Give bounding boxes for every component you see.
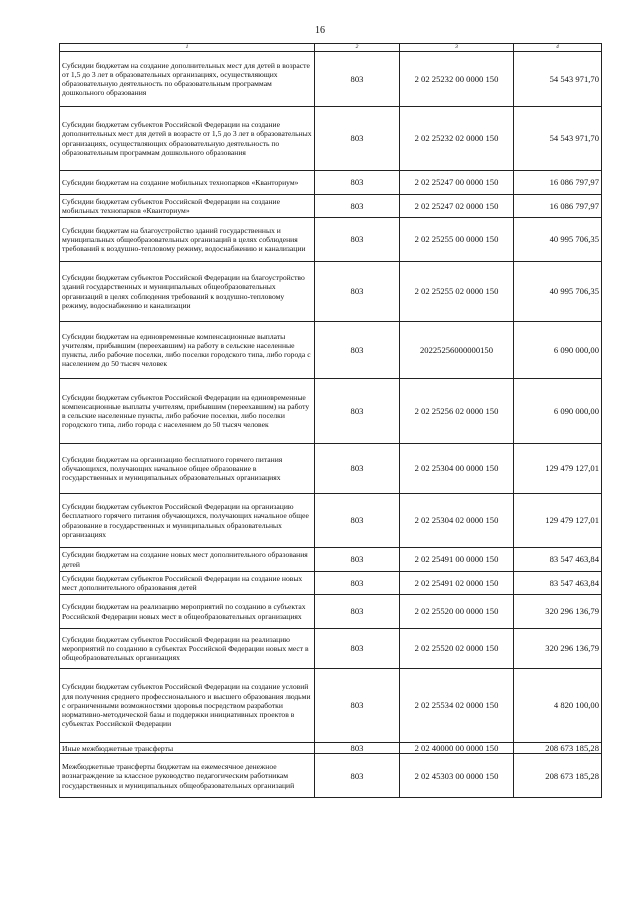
row-budget-code: 2 02 25534 02 0000 150 [400,669,514,743]
row-budget-code: 2 02 25491 00 0000 150 [400,548,514,572]
column-header-1: 1 [60,44,315,52]
row-description: Субсидии бюджетам субъектов Российской Федерации на создание мобильных технопарков «Кванториум» [60,195,315,218]
column-header-3: 3 [400,44,514,52]
row-description: Субсидии бюджетам субъектов Российской Федерации на реализацию мероприятий по созданию в субъектах Российской Федерации новых мест в общеобразовательных организациях [60,629,315,669]
table-row [60,494,602,548]
row-amount: 83 547 463,84 [514,548,602,572]
row-admin-code: 803 [315,754,400,798]
row-amount: 4 820 100,00 [514,669,602,743]
row-amount: 208 673 185,28 [514,754,602,798]
row-budget-code: 2 02 25232 00 0000 150 [400,52,514,107]
table-row [60,195,602,218]
row-description: Субсидии бюджетам субъектов Российской Федерации на единовременные компенсационные выплаты учителям, прибывшим (переехавшим) на работу в сельские населенные пункты, либо рабочие поселки, либо поселки городского типа, либо города с населением до 50 тысяч человек [60,379,315,444]
row-description: Субсидии бюджетам на единовременные компенсационные выплаты учителям, прибывшим (переехавшим) на работу в сельские населенные пункты, либо рабочие поселки, либо поселки городского типа, либо города с населением до 50 тысяч человек [60,322,315,379]
row-amount: 129 479 127,01 [514,494,602,548]
row-amount: 16 086 797,97 [514,171,602,195]
row-amount: 40 995 706,35 [514,218,602,262]
table-row [60,322,602,379]
row-description: Межбюджетные трансферты бюджетам на ежемесячное денежное вознаграждение за классное руководство педагогическим работникам государственных и муниципальных общеобразовательных организаций [60,754,315,798]
row-description: Субсидии бюджетам субъектов Российской Федерации на организацию бесплатного горячего питания обучающихся, получающих начальное общее образование в государственных и муниципальных образовательных организациях [60,494,315,548]
row-budget-code: 2 02 25255 02 0000 150 [400,262,514,322]
table-row [60,743,602,754]
table-row [60,754,602,798]
row-admin-code: 803 [315,548,400,572]
table-row [60,595,602,629]
row-amount: 40 995 706,35 [514,262,602,322]
row-admin-code: 803 [315,444,400,494]
row-amount: 16 086 797,97 [514,195,602,218]
row-description: Субсидии бюджетам на создание мобильных технопарков «Кванториум» [60,171,315,195]
table-row [60,218,602,262]
row-admin-code: 803 [315,629,400,669]
row-amount: 129 479 127,01 [514,444,602,494]
table-row [60,548,602,572]
row-budget-code: 2 02 25247 02 0000 150 [400,195,514,218]
row-amount: 208 673 185,28 [514,743,602,754]
table-row [60,379,602,444]
row-admin-code: 803 [315,572,400,595]
row-description: Субсидии бюджетам на создание новых мест дополнительного образования детей [60,548,315,572]
row-budget-code: 2 02 25304 02 0000 150 [400,494,514,548]
table-row [60,107,602,171]
row-admin-code: 803 [315,743,400,754]
row-admin-code: 803 [315,262,400,322]
row-budget-code: 2 02 25247 00 0000 150 [400,171,514,195]
row-budget-code: 20225256000000150 [400,322,514,379]
row-admin-code: 803 [315,669,400,743]
row-budget-code: 2 02 25491 02 0000 150 [400,572,514,595]
row-description: Субсидии бюджетам на организацию бесплатного горячего питания обучающихся, получающих начальное общее образование в государственных и муниципальных образовательных организациях [60,444,315,494]
table-row [60,171,602,195]
row-budget-code: 2 02 25304 00 0000 150 [400,444,514,494]
table-row [60,629,602,669]
table-row [60,52,602,107]
row-budget-code: 2 02 40000 00 0000 150 [400,743,514,754]
table-row [60,262,602,322]
row-admin-code: 803 [315,171,400,195]
row-description: Субсидии бюджетам субъектов Российской Федерации на создание условий для получения среднего профессионального и высшего образования людьми с ограниченными возможностями здоровья посредством разработки нормативно-методической базы и поддержки инициативных проектов в субъектах Российской Федерации [60,669,315,743]
row-amount: 54 543 971,70 [514,107,602,171]
row-description: Иные межбюджетные трансферты [60,743,315,754]
row-amount: 320 296 136,79 [514,629,602,669]
row-description: Субсидии бюджетам на реализацию мероприятий по созданию в субъектах Российской Федерации новых мест в общеобразовательных организациях [60,595,315,629]
table-row [60,572,602,595]
row-admin-code: 803 [315,379,400,444]
row-amount: 83 547 463,84 [514,572,602,595]
row-description: Субсидии бюджетам субъектов Российской Федерации на создание новых мест дополнительного образования детей [60,572,315,595]
row-budget-code: 2 02 25256 02 0000 150 [400,379,514,444]
row-amount: 6 090 000,00 [514,379,602,444]
table-row [60,444,602,494]
row-description: Субсидии бюджетам субъектов Российской Федерации на создание дополнительных мест для детей в возрасте от 1,5 до 3 лет в образовательных организациях, осуществляющих образовательную деятельность по образовательным программам дошкольного образования [60,107,315,171]
row-description: Субсидии бюджетам субъектов Российской Федерации на благоустройство зданий государственных и муниципальных общеобразовательных организаций в целях соблюдения требований к воздушно-тепловому режиму, водоснабжению и канализации [60,262,315,322]
row-admin-code: 803 [315,322,400,379]
row-budget-code: 2 02 45303 00 0000 150 [400,754,514,798]
row-admin-code: 803 [315,218,400,262]
column-header-4: 4 [514,44,602,52]
row-admin-code: 803 [315,494,400,548]
row-budget-code: 2 02 25255 00 0000 150 [400,218,514,262]
row-amount: 320 296 136,79 [514,595,602,629]
row-description: Субсидии бюджетам на благоустройство зданий государственных и муниципальных общеобразовательных организаций в целях соблюдения требований к воздушно-тепловому режиму, водоснабжению и канализации [60,218,315,262]
row-admin-code: 803 [315,195,400,218]
row-amount: 54 543 971,70 [514,52,602,107]
row-admin-code: 803 [315,52,400,107]
row-budget-code: 2 02 25232 02 0000 150 [400,107,514,171]
column-header-2: 2 [315,44,400,52]
row-description: Субсидии бюджетам на создание дополнительных мест для детей в возрасте от 1,5 до 3 лет в образовательных организациях, осуществляющих образовательную деятельность по образовательным программам дошкольного образования [60,52,315,107]
row-budget-code: 2 02 25520 02 0000 150 [400,629,514,669]
row-admin-code: 803 [315,595,400,629]
row-budget-code: 2 02 25520 00 0000 150 [400,595,514,629]
row-admin-code: 803 [315,107,400,171]
column-number-row [60,44,602,52]
row-amount: 6 090 000,00 [514,322,602,379]
budget-revenue-table [59,43,602,798]
page-number: 16 [315,25,325,36]
table-row [60,669,602,743]
